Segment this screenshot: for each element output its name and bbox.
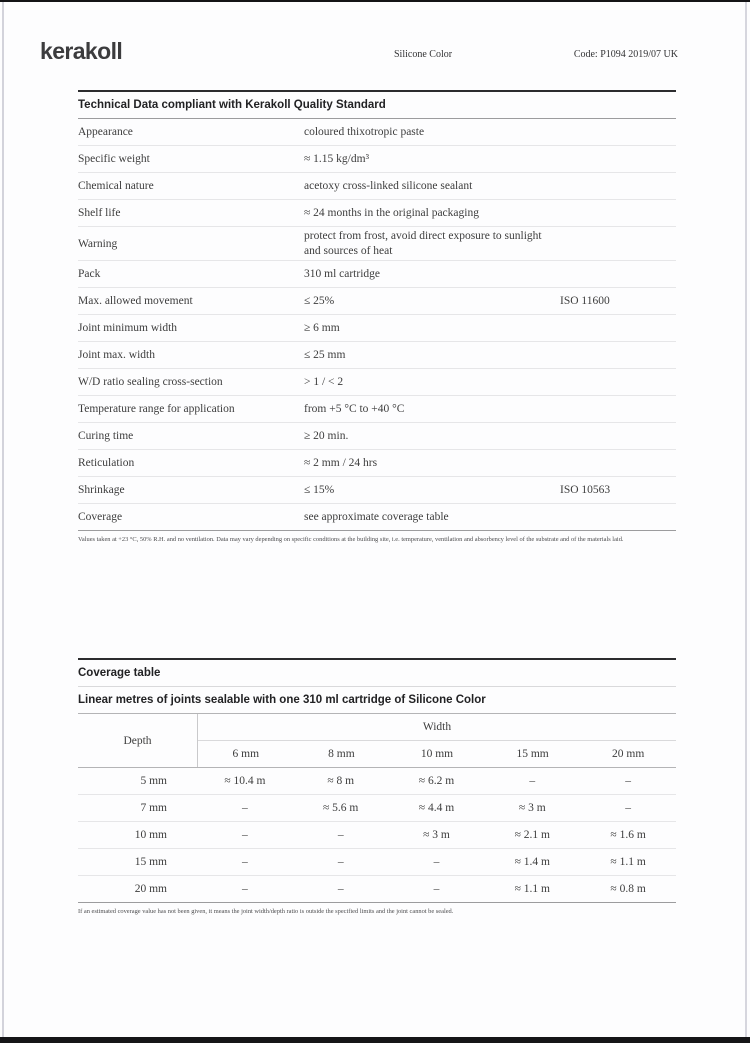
property-value: see approximate coverage table	[304, 510, 449, 523]
property-name: Joint minimum width	[78, 322, 178, 334]
table-row	[78, 146, 676, 173]
coverage-cell: ≈ 4.4 m	[418, 802, 455, 814]
coverage-cell: ≈ 1.1 m	[610, 856, 646, 868]
width-col-header: 15 mm	[516, 748, 549, 760]
property-value: 310 ml cartridge	[304, 267, 381, 280]
property-name: Shrinkage	[78, 484, 125, 496]
coverage-table-header	[78, 714, 676, 768]
property-name: W/D ratio sealing cross-section	[78, 376, 223, 388]
coverage-cell: –	[433, 883, 440, 895]
photo-edge-top	[0, 0, 750, 2]
technical-data-title: Technical Data compliant with Kerakoll Quality Standard	[78, 92, 676, 119]
table-row	[78, 173, 676, 200]
coverage-cell: ≈ 1.1 m	[514, 883, 550, 895]
technical-data-table	[78, 90, 676, 545]
coverage-cell: –	[529, 775, 536, 787]
depth-value: 5 mm	[140, 775, 167, 787]
coverage-cell: ≈ 8 m	[327, 775, 355, 787]
coverage-row	[78, 849, 676, 876]
coverage-cell: ≈ 0.8 m	[610, 883, 646, 895]
table-row	[78, 396, 676, 423]
coverage-footnote: If an estimated coverage value has not been given, it means the joint width/depth ratio is outside the specified limits and the joint cannot be sealed.	[78, 908, 454, 915]
table-row	[78, 423, 676, 450]
property-name: Pack	[78, 268, 101, 280]
property-value: coloured thixotropic paste	[304, 125, 425, 138]
kerakoll-logo: kerakoll	[40, 38, 123, 64]
depth-value: 7 mm	[140, 802, 167, 814]
coverage-row	[78, 795, 676, 822]
property-name: Temperature range for application	[78, 403, 235, 415]
coverage-cell: –	[242, 802, 248, 814]
coverage-cell: ≈ 1.4 m	[514, 856, 550, 868]
width-col-header: 20 mm	[612, 748, 645, 760]
coverage-cell: –	[337, 883, 344, 895]
coverage-row	[78, 822, 676, 849]
coverage-cell: –	[337, 829, 344, 841]
table-row	[78, 227, 676, 261]
doc-product-name: Silicone Color	[394, 49, 453, 60]
coverage-cell: –	[242, 829, 248, 841]
coverage-row	[78, 768, 676, 795]
coverage-cell: –	[242, 856, 248, 868]
coverage-cell: ≈ 1.6 m	[610, 829, 646, 841]
property-name: Warning	[78, 237, 118, 250]
coverage-cell: –	[433, 856, 440, 868]
table-row	[78, 288, 676, 315]
coverage-cell: ≈ 6.2 m	[418, 775, 455, 787]
property-value: ≤ 15%	[304, 483, 335, 496]
property-value: ≈ 24 months in the original packaging	[304, 206, 479, 219]
photo-edge-left	[2, 2, 4, 1037]
property-name: Coverage	[78, 511, 123, 523]
property-value: ≤ 25%	[304, 294, 335, 307]
property-value: from +5 °C to +40 °C	[304, 402, 405, 415]
property-standard: ISO 10563	[560, 484, 611, 496]
coverage-section	[78, 658, 676, 917]
depth-value: 15 mm	[134, 856, 167, 868]
coverage-cell: ≈ 5.6 m	[323, 802, 359, 814]
property-value: > 1 / < 2	[304, 375, 344, 388]
property-name: Appearance	[78, 126, 133, 138]
technical-data-footnote: Values taken at +23 °C, 50% R.H. and no ventilation. Data may vary depending on specific conditions at the building site, i.e. temperature, ventilation and absorbency level of the substrate and of the materials laid.	[78, 536, 624, 543]
property-name: Chemical nature	[78, 180, 154, 192]
table-row	[78, 315, 676, 342]
width-span-header: Width	[198, 714, 676, 741]
property-value: ≈ 2 mm / 24 hrs	[304, 456, 378, 469]
property-standard: ISO 11600	[560, 295, 610, 307]
property-value: acetoxy cross-linked silicone sealant	[304, 179, 473, 192]
photo-edge-right	[745, 2, 747, 1037]
coverage-table-title: Coverage table	[78, 660, 676, 687]
coverage-cell: –	[337, 856, 344, 868]
property-name: Joint max. width	[78, 349, 155, 361]
property-value: ≥ 20 min.	[304, 429, 349, 442]
table-row	[78, 450, 676, 477]
property-value: ≥ 6 mm	[304, 321, 340, 334]
depth-value: 10 mm	[134, 829, 167, 841]
table-row	[78, 200, 676, 227]
property-name: Curing time	[78, 430, 134, 442]
property-name: Shelf life	[78, 207, 121, 219]
property-value: ≤ 25 mm	[304, 348, 346, 361]
table-row	[78, 477, 676, 504]
width-col-header: 8 mm	[328, 748, 355, 760]
width-col-header: 6 mm	[232, 748, 260, 760]
property-name: Reticulation	[78, 457, 135, 469]
table-row	[78, 342, 676, 369]
table-row	[78, 261, 676, 288]
coverage-row	[78, 876, 676, 903]
coverage-cell: –	[625, 775, 631, 787]
property-value: protect from frost, avoid direct exposure to sunlight and sources of heat	[304, 230, 542, 257]
coverage-cell: ≈ 3 m	[518, 802, 546, 814]
photo-edge-bottom	[0, 1037, 750, 1043]
depth-column-header: Depth	[78, 714, 198, 767]
coverage-cell: ≈ 10.4 m	[224, 775, 266, 787]
coverage-cell: –	[242, 883, 248, 895]
doc-code: Code: P1094 2019/07 UK	[573, 49, 678, 60]
property-value: ≈ 1.15 kg/dm³	[304, 152, 370, 165]
coverage-cell: ≈ 3 m	[423, 829, 450, 841]
coverage-table-subtitle: Linear metres of joints sealable with one 310 ml cartridge of Silicone Color	[78, 687, 676, 714]
table-row	[78, 119, 676, 146]
depth-value: 20 mm	[134, 883, 167, 895]
table-row	[78, 369, 676, 396]
coverage-cell: ≈ 2.1 m	[514, 829, 550, 841]
property-name: Max. allowed movement	[78, 295, 193, 307]
width-col-header: 10 mm	[420, 748, 454, 760]
coverage-cell: –	[625, 802, 631, 814]
table-row	[78, 504, 676, 531]
property-name: Specific weight	[78, 153, 150, 165]
